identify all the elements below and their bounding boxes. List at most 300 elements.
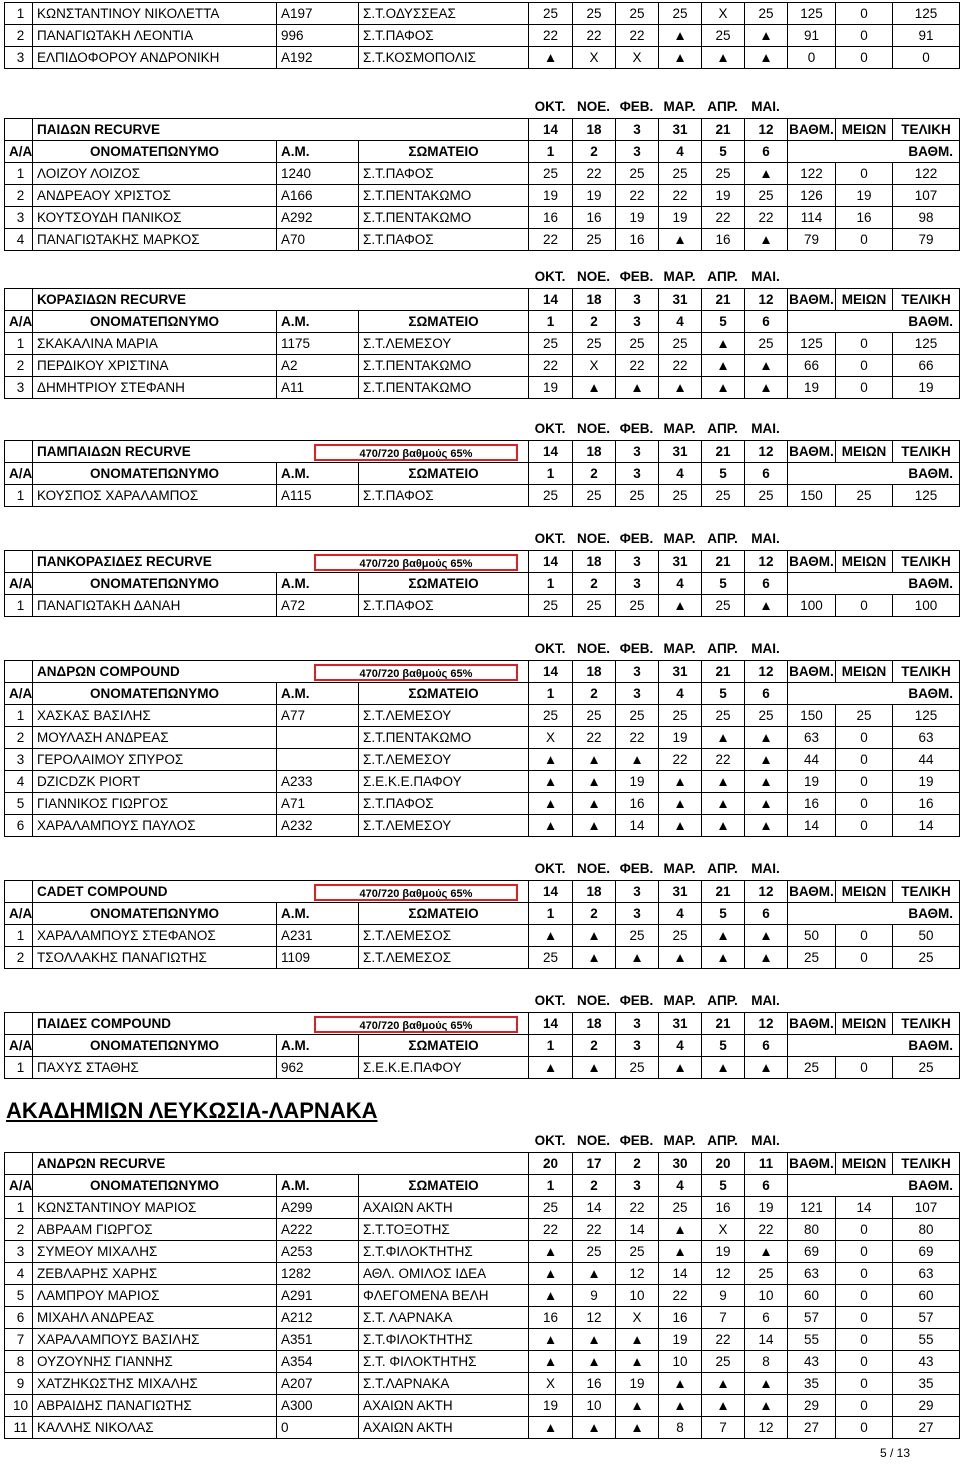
- table-row: [5, 1417, 959, 1438]
- name-cell: ΔΗΜΗΤΡΙΟΥ ΣΤΕΦΑΝΗ: [33, 377, 277, 398]
- name-header: ΟΝΟΜΑΤΕΠΩΝΥΜΟ: [33, 903, 277, 924]
- club-cell: Σ.Τ.ΠΕΝΤΑΚΩΜΟ: [359, 727, 529, 748]
- blank-cell: [5, 1013, 33, 1034]
- bathm-cell: 14: [788, 815, 836, 836]
- bathm-cell: 121: [788, 1197, 836, 1218]
- am-cell: 1240: [277, 163, 359, 184]
- leg-label: 1: [529, 141, 573, 162]
- name-cell: ΑΝΔΡΕΑΟΥ ΧΡΙΣΤΟΣ: [33, 185, 277, 206]
- name-cell: ΓΙΑΝΝΙΚΟΣ ΓΙΩΡΓΟΣ: [33, 793, 277, 814]
- name-cell: ΠΑΝΑΓΙΩΤΑΚΗ ΛΕΟΝΤΙΑ: [33, 25, 277, 46]
- score-4: 25: [659, 925, 702, 946]
- teliki-cell: 66: [918, 358, 934, 373]
- day-label: 17: [573, 1153, 616, 1174]
- bathm-cell: 25: [788, 947, 836, 968]
- table-row: [5, 925, 959, 947]
- column-header-row: [5, 141, 959, 163]
- table-row: [5, 1373, 959, 1395]
- leg-label: 3: [616, 573, 659, 594]
- leg-label: 6: [745, 683, 788, 704]
- day-label: 12: [745, 289, 788, 310]
- teliki-header: ΤΕΛΙΚΗ: [901, 1016, 951, 1031]
- am-header: Α.Μ.: [277, 141, 359, 162]
- threshold-note: 470/720 βαθμούς 65%: [314, 554, 518, 571]
- club-cell: Σ.Τ.ΛΕΜΕΣΟΥ: [359, 749, 529, 770]
- bathm-cell: 80: [788, 1219, 836, 1240]
- teliki-cell: 0: [922, 50, 930, 65]
- score-4: 22: [659, 355, 702, 376]
- table-row: [5, 727, 959, 749]
- section-title: ΠΑΝΚΟΡΑΣΙΔΕΣ RECURVE: [33, 551, 529, 572]
- score-2: ▲: [573, 815, 616, 836]
- score-6: 14: [745, 1329, 788, 1350]
- leg-label: 6: [745, 1035, 788, 1056]
- score-1: ▲: [529, 1263, 573, 1284]
- month-row: [4, 418, 958, 440]
- score-6: 25: [745, 185, 788, 206]
- month-row: [4, 990, 958, 1012]
- month-label: ΝΟΕ.: [576, 421, 610, 436]
- month-row: [4, 858, 958, 880]
- section-title: ΚΟΡΑΣΙΔΩΝ RECURVE: [33, 289, 529, 310]
- month-label: ΟΚΤ.: [534, 1133, 566, 1148]
- leg-label: 5: [702, 573, 745, 594]
- teliki-header: ΤΕΛΙΚΗ: [901, 664, 951, 679]
- am-cell: Α70: [277, 229, 359, 250]
- bathm-cell: 125: [788, 3, 836, 24]
- month-label: ΝΟΕ.: [576, 993, 610, 1008]
- leg-label: 5: [702, 463, 745, 484]
- month-header: [4, 858, 958, 880]
- name-cell: ΤΣΟΛΛΑΚΗΣ ΠΑΝΑΓΙΩΤΗΣ: [33, 947, 277, 968]
- month-label: ΑΠΡ.: [707, 269, 738, 284]
- club-header: ΣΩΜΑΤΕΙΟ: [359, 141, 529, 162]
- score-3: 25: [616, 1057, 659, 1078]
- club-cell: Σ.Τ.ΛΑΡΝΑΚΑ: [359, 1373, 529, 1394]
- day-label: 14: [529, 289, 573, 310]
- meion-header: ΜΕΙΩΝ: [836, 1153, 893, 1174]
- score-1: 25: [529, 333, 573, 354]
- aa-header: Α/Α: [5, 463, 33, 484]
- score-1: X: [529, 1373, 573, 1394]
- section-title-row: [5, 289, 959, 311]
- table-row: [5, 793, 959, 815]
- score-4: 25: [659, 1197, 702, 1218]
- name-cell: ΑΒΡΑΑΜ ΓΙΩΡΓΟΣ: [33, 1219, 277, 1240]
- score-5: 25: [702, 485, 745, 506]
- score-2: 14: [573, 1197, 616, 1218]
- score-3: 25: [616, 3, 659, 24]
- score-6: ▲: [745, 1057, 788, 1078]
- teliki-cell: 50: [918, 928, 934, 943]
- section-title: ΠΑΙΔΕΣ COMPOUND: [33, 1013, 529, 1034]
- am-cell: Α197: [277, 3, 359, 24]
- name-header: ΟΝΟΜΑΤΕΠΩΝΥΜΟ: [33, 573, 277, 594]
- score-5: 16: [702, 229, 745, 250]
- month-label: ΑΠΡ.: [707, 993, 738, 1008]
- table-row: [5, 1197, 959, 1219]
- meion-cell: 0: [836, 1417, 893, 1438]
- score-2: ▲: [573, 1057, 616, 1078]
- table-row: [5, 377, 959, 398]
- meion-cell: 14: [836, 1197, 893, 1218]
- score-3: ▲: [616, 377, 659, 398]
- aa-header: Α/Α: [5, 1035, 33, 1056]
- score-1: ▲: [529, 925, 573, 946]
- score-5: ▲: [702, 925, 745, 946]
- day-label: 14: [529, 881, 573, 902]
- am-header: Α.Μ.: [277, 683, 359, 704]
- am-cell: Α212: [277, 1307, 359, 1328]
- score-4: ▲: [659, 25, 702, 46]
- score-4: ▲: [659, 771, 702, 792]
- column-header-row: [5, 683, 959, 705]
- score-1: ▲: [529, 771, 573, 792]
- month-label: ΦΕΒ.: [619, 269, 654, 284]
- am-cell: [277, 749, 359, 770]
- score-5: X: [702, 1219, 745, 1240]
- club-cell: Σ.Τ.ΛΕΜΕΣΟΥ: [359, 333, 529, 354]
- score-2: ▲: [573, 925, 616, 946]
- bathm-cell: 114: [788, 207, 836, 228]
- score-3: X: [616, 1307, 659, 1328]
- day-label: 31: [659, 289, 702, 310]
- bathm-cell: 19: [788, 771, 836, 792]
- score-6: ▲: [745, 377, 788, 398]
- leg-label: 2: [573, 463, 616, 484]
- teliki-cell: 25: [918, 950, 934, 965]
- name-header: ΟΝΟΜΑΤΕΠΩΝΥΜΟ: [33, 1175, 277, 1196]
- score-5: ▲: [702, 793, 745, 814]
- score-4: ▲: [659, 47, 702, 68]
- score-6: ▲: [745, 229, 788, 250]
- am-cell: Α291: [277, 1285, 359, 1306]
- score-1: 22: [529, 355, 573, 376]
- score-5: X: [702, 3, 745, 24]
- bathm-cell: 125: [788, 333, 836, 354]
- score-2: ▲: [573, 1263, 616, 1284]
- day-label: 12: [745, 441, 788, 462]
- month-header: [4, 990, 958, 1012]
- bathm-header-2: ΒΑΘΜ.: [908, 906, 953, 921]
- score-2: X: [573, 355, 616, 376]
- bathm-cell: 122: [788, 163, 836, 184]
- day-label: 20: [702, 1153, 745, 1174]
- rank-cell: 1: [5, 163, 33, 184]
- bathm-header: ΒΑΘΜ.: [788, 119, 836, 140]
- club-cell: ΑΘΛ. ΟΜΙΛΟΣ ΙΔΕΑ: [359, 1263, 529, 1284]
- score-6: ▲: [745, 793, 788, 814]
- score-1: 19: [529, 185, 573, 206]
- leg-label: 1: [529, 903, 573, 924]
- meion-header: ΜΕΙΩΝ: [836, 289, 893, 310]
- teliki-header: ΤΕΛΙΚΗ: [901, 444, 951, 459]
- score-6: ▲: [745, 1373, 788, 1394]
- meion-header: ΜΕΙΩΝ: [836, 661, 893, 682]
- club-cell: Σ.Τ.ΟΔΥΣΣΕΑΣ: [359, 3, 529, 24]
- score-3: 25: [616, 1241, 659, 1262]
- leg-label: 4: [659, 1175, 702, 1196]
- score-2: ▲: [573, 947, 616, 968]
- score-6: ▲: [745, 1395, 788, 1416]
- teliki-cell: 27: [918, 1420, 934, 1435]
- name-cell: ΚΩΝΣΤΑΝΤΙΝΟΥ ΜΑΡΙΟΣ: [33, 1197, 277, 1218]
- bathm-header-2: ΒΑΘΜ.: [908, 576, 953, 591]
- score-4: 19: [659, 207, 702, 228]
- score-1: 25: [529, 3, 573, 24]
- month-label: ΜΑΡ.: [663, 993, 696, 1008]
- table-row: [5, 705, 959, 727]
- month-label: ΜΑΡ.: [663, 1133, 696, 1148]
- score-3: 25: [616, 595, 659, 616]
- club-header: ΣΩΜΑΤΕΙΟ: [359, 463, 529, 484]
- meion-header: ΜΕΙΩΝ: [836, 1013, 893, 1034]
- month-row: [4, 96, 958, 118]
- score-2: 25: [573, 595, 616, 616]
- score-6: 10: [745, 1285, 788, 1306]
- name-cell: ΧΑΡΑΛΑΜΠΟΥΣ ΒΑΣΙΛΗΣ: [33, 1329, 277, 1350]
- bathm-header-2: ΒΑΘΜ.: [908, 314, 953, 329]
- club-cell: ΑΧΑΙΩΝ ΑΚΤΗ: [359, 1417, 529, 1438]
- bathm-cell: 100: [788, 595, 836, 616]
- score-3: 10: [616, 1285, 659, 1306]
- score-5: 16: [702, 1197, 745, 1218]
- score-5: 25: [702, 705, 745, 726]
- club-cell: Σ.Τ.ΦΙΛΟΚΤΗΤΗΣ: [359, 1241, 529, 1262]
- leg-label: 5: [702, 1035, 745, 1056]
- club-cell: Σ.Ε.Κ.Ε.ΠΑΦΟΥ: [359, 1057, 529, 1078]
- month-header: [4, 266, 958, 288]
- score-6: ▲: [745, 1241, 788, 1262]
- teliki-cell: 44: [918, 752, 934, 767]
- table-row: [5, 185, 959, 207]
- day-label: 31: [659, 881, 702, 902]
- table-row: [5, 1395, 959, 1417]
- teliki-cell: 122: [914, 166, 938, 181]
- am-header: Α.Μ.: [277, 1035, 359, 1056]
- club-cell: ΦΛΕΓΟΜΕΝΑ ΒΕΛΗ: [359, 1285, 529, 1306]
- score-1: 22: [529, 25, 573, 46]
- score-5: ▲: [702, 355, 745, 376]
- name-cell: ΛΟΙΖΟΥ ΛΟΙΖΟΣ: [33, 163, 277, 184]
- name-cell: ΚΩΝΣΤΑΝΤΙΝΟΥ ΝΙΚΟΛΕΤΤΑ: [33, 3, 277, 24]
- score-5: 25: [702, 25, 745, 46]
- score-1: 19: [529, 377, 573, 398]
- teliki-cell: 43: [918, 1354, 934, 1369]
- score-5: ▲: [702, 1395, 745, 1416]
- club-cell: Σ.Τ.ΛΕΜΕΣΟΥ: [359, 815, 529, 836]
- name-header: ΟΝΟΜΑΤΕΠΩΝΥΜΟ: [33, 1035, 277, 1056]
- score-3: 14: [616, 1219, 659, 1240]
- section-table: [4, 660, 960, 837]
- rank-cell: 1: [5, 705, 33, 726]
- month-label: ΦΕΒ.: [619, 531, 654, 546]
- am-cell: Α299: [277, 1197, 359, 1218]
- score-4: 14: [659, 1263, 702, 1284]
- month-header: [4, 96, 958, 118]
- score-2: ▲: [573, 1351, 616, 1372]
- rank-cell: 2: [5, 1219, 33, 1240]
- month-label: ΝΟΕ.: [576, 531, 610, 546]
- club-cell: Σ.Τ. ΦΙΛΟΚΤΗΤΗΣ: [359, 1351, 529, 1372]
- leg-label: 6: [745, 903, 788, 924]
- aa-header: Α/Α: [5, 1175, 33, 1196]
- month-label: ΜΑΙ.: [751, 641, 780, 656]
- club-cell: Σ.Τ.ΤΟΞΟΤΗΣ: [359, 1219, 529, 1240]
- score-4: 22: [659, 1285, 702, 1306]
- rank-cell: 1: [5, 333, 33, 354]
- club-header: ΣΩΜΑΤΕΙΟ: [359, 573, 529, 594]
- rank-cell: 2: [5, 947, 33, 968]
- meion-cell: 0: [836, 3, 893, 24]
- score-4: ▲: [659, 1373, 702, 1394]
- leg-label: 6: [745, 1175, 788, 1196]
- name-header: ΟΝΟΜΑΤΕΠΩΝΥΜΟ: [33, 141, 277, 162]
- rank-cell: 2: [5, 355, 33, 376]
- bathm-cell: 29: [788, 1395, 836, 1416]
- score-3: ▲: [616, 1395, 659, 1416]
- day-label: 11: [745, 1153, 788, 1174]
- score-4: 25: [659, 705, 702, 726]
- score-5: 7: [702, 1417, 745, 1438]
- month-header: [4, 638, 958, 660]
- leg-label: 4: [659, 903, 702, 924]
- am-cell: Α2: [277, 355, 359, 376]
- day-label: 3: [616, 661, 659, 682]
- am-cell: Α192: [277, 47, 359, 68]
- leg-label: 2: [573, 573, 616, 594]
- month-label: ΝΟΕ.: [576, 641, 610, 656]
- day-label: 31: [659, 119, 702, 140]
- score-1: ▲: [529, 749, 573, 770]
- teliki-cell: 19: [918, 380, 934, 395]
- month-label: ΜΑΡ.: [663, 269, 696, 284]
- name-cell: ΑΒΡΑΙΔΗΣ ΠΑΝΑΓΙΩΤΗΣ: [33, 1395, 277, 1416]
- page-number: 5 / 13: [879, 1446, 910, 1460]
- bathm-header: ΒΑΘΜ.: [788, 881, 836, 902]
- month-row: [4, 1130, 958, 1152]
- name-header: ΟΝΟΜΑΤΕΠΩΝΥΜΟ: [33, 683, 277, 704]
- day-label: 14: [529, 551, 573, 572]
- bathm-header-2: ΒΑΘΜ.: [908, 1038, 953, 1053]
- month-label: ΦΕΒ.: [619, 861, 654, 876]
- club-cell: Σ.Τ.ΚΟΣΜΟΠΟΛΙΣ: [359, 47, 529, 68]
- bathm-cell: 19: [788, 377, 836, 398]
- bathm-header-2: ΒΑΘΜ.: [908, 466, 953, 481]
- score-4: 25: [659, 485, 702, 506]
- threshold-note: 470/720 βαθμούς 65%: [314, 884, 518, 901]
- day-label: 3: [616, 881, 659, 902]
- score-2: 16: [573, 207, 616, 228]
- score-6: ▲: [745, 771, 788, 792]
- am-cell: Α11: [277, 377, 359, 398]
- table-row: [5, 485, 959, 506]
- leg-label: 5: [702, 903, 745, 924]
- day-label: 31: [659, 661, 702, 682]
- aa-header: Α/Α: [5, 311, 33, 332]
- month-row: [4, 266, 958, 288]
- score-3: 12: [616, 1263, 659, 1284]
- leg-label: 3: [616, 141, 659, 162]
- club-cell: Σ.Ε.Κ.Ε.ΠΑΦΟΥ: [359, 771, 529, 792]
- column-header-row: [5, 573, 959, 595]
- teliki-cell: 107: [914, 188, 938, 203]
- am-cell: Α72: [277, 595, 359, 616]
- teliki-cell: 125: [914, 708, 938, 723]
- score-6: ▲: [745, 727, 788, 748]
- month-label: ΟΚΤ.: [534, 531, 566, 546]
- rank-cell: 2: [5, 25, 33, 46]
- day-label: 20: [529, 1153, 573, 1174]
- teliki-cell: 60: [918, 1288, 934, 1303]
- teliki-cell: 98: [918, 210, 934, 225]
- teliki-cell: 107: [914, 1200, 938, 1215]
- rank-cell: 4: [5, 229, 33, 250]
- score-1: ▲: [529, 47, 573, 68]
- club-header: ΣΩΜΑΤΕΙΟ: [359, 1035, 529, 1056]
- score-5: 25: [702, 163, 745, 184]
- day-label: 2: [616, 1153, 659, 1174]
- score-2: ▲: [573, 749, 616, 770]
- club-cell: Σ.Τ.ΠΑΦΟΣ: [359, 229, 529, 250]
- month-label: ΝΟΕ.: [576, 99, 610, 114]
- am-cell: Α354: [277, 1351, 359, 1372]
- score-6: 19: [745, 1197, 788, 1218]
- table-row: [5, 1219, 959, 1241]
- score-5: ▲: [702, 377, 745, 398]
- score-2: ▲: [573, 793, 616, 814]
- day-label: 18: [573, 1013, 616, 1034]
- score-3: 22: [616, 727, 659, 748]
- meion-cell: 0: [836, 163, 893, 184]
- teliki-cell: 69: [918, 1244, 934, 1259]
- score-6: ▲: [745, 47, 788, 68]
- day-label: 12: [745, 661, 788, 682]
- bathm-header-2: ΒΑΘΜ.: [908, 144, 953, 159]
- score-4: ▲: [659, 1241, 702, 1262]
- score-2: ▲: [573, 377, 616, 398]
- table-row: [5, 163, 959, 185]
- rank-cell: 2: [5, 727, 33, 748]
- name-cell: ΠΕΡΔΙΚΟΥ ΧΡΙΣΤΙΝΑ: [33, 355, 277, 376]
- day-label: 21: [702, 551, 745, 572]
- leg-label: 3: [616, 683, 659, 704]
- name-cell: ΜΙΧΑΗΛ ΑΝΔΡΕΑΣ: [33, 1307, 277, 1328]
- score-3: 19: [616, 771, 659, 792]
- academy-title: ΑΚΑΔΗΜΙΩΝ ΛΕΥΚΩΣΙΑ-ΛΑΡΝΑΚΑ: [6, 1098, 378, 1123]
- teliki-header: ΤΕΛΙΚΗ: [901, 554, 951, 569]
- month-label: ΝΟΕ.: [576, 861, 610, 876]
- table-row: [5, 1263, 959, 1285]
- day-label: 21: [702, 289, 745, 310]
- score-3: 25: [616, 485, 659, 506]
- teliki-header: ΤΕΛΙΚΗ: [901, 884, 951, 899]
- teliki-cell: 14: [918, 818, 934, 833]
- day-label: 21: [702, 661, 745, 682]
- score-1: ▲: [529, 1329, 573, 1350]
- leg-label: 1: [529, 1035, 573, 1056]
- meion-cell: 0: [836, 1057, 893, 1078]
- blank-cell: [5, 119, 33, 140]
- name-cell: ΟΥΖΟΥΝΗΣ ΓΙΑΝΝΗΣ: [33, 1351, 277, 1372]
- day-label: 14: [529, 441, 573, 462]
- score-6: ▲: [745, 925, 788, 946]
- name-cell: ΚΟΥΣΠΟΣ ΧΑΡΑΛΑΜΠΟΣ: [33, 485, 277, 506]
- score-5: ▲: [702, 771, 745, 792]
- name-cell: ΠΑΧΥΣ ΣΤΑΘΗΣ: [33, 1057, 277, 1078]
- meion-cell: 0: [836, 1285, 893, 1306]
- score-4: ▲: [659, 947, 702, 968]
